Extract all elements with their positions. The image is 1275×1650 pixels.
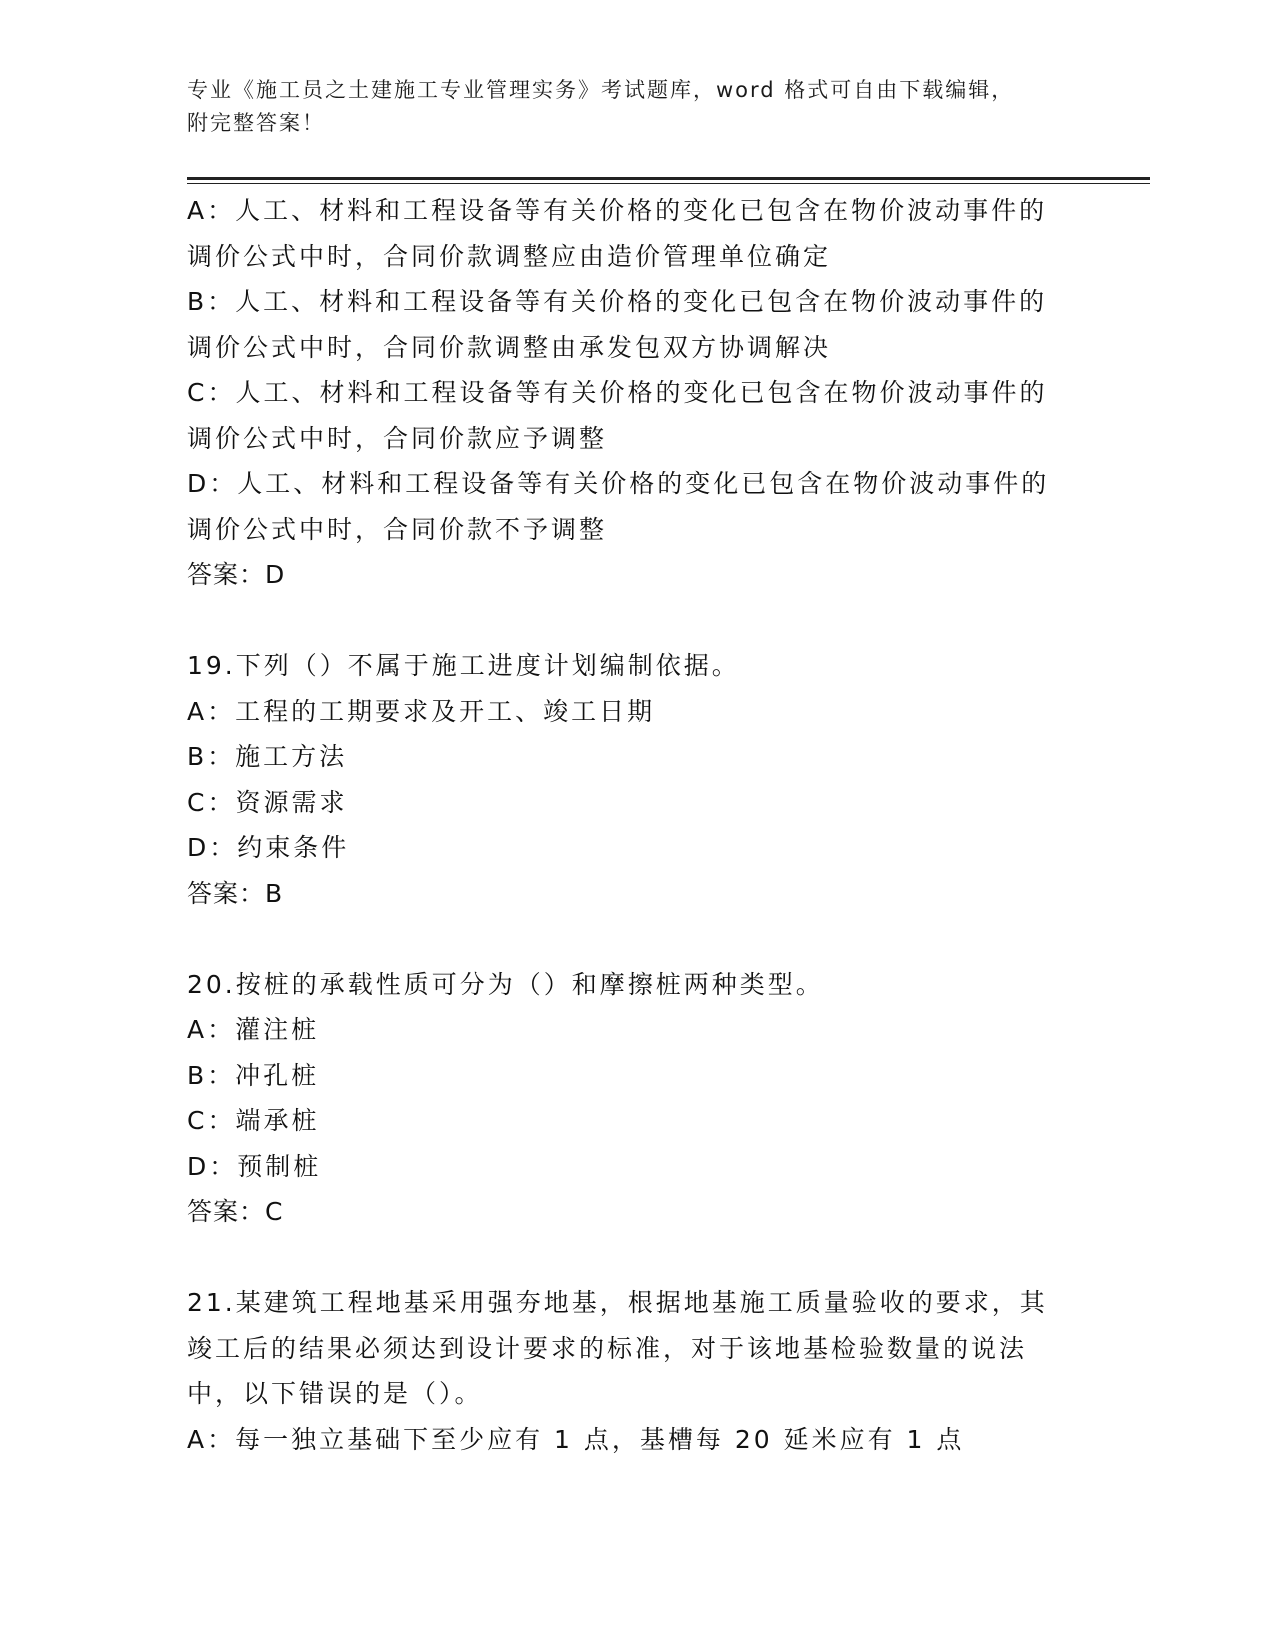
header-divider-thick [187, 177, 1150, 180]
question-21-stem-line-3: 中，以下错误的是（）。 [187, 1379, 483, 1408]
answer-19: 答案：B [187, 878, 284, 908]
question-18 [187, 188, 1087, 598]
spacer [187, 1235, 1087, 1281]
document-header [187, 74, 1067, 140]
option-a: A：每一独立基础下至少应有 1 点，基槽每 20 延米应有 1 点 [187, 1424, 965, 1454]
option-b: B：冲孔桩 [187, 1060, 320, 1090]
option-b-line-1: B：人工、材料和工程设备等有关价格的变化已包含在物价波动事件的 [187, 287, 1048, 316]
option-a-line-2: 调价公式中时，合同价款调整应由造价管理单位确定 [187, 241, 832, 271]
question-20-stem: 20.按桩的承载性质可分为（）和摩擦桩两种类型。 [187, 969, 824, 999]
option-c: C：资源需求 [187, 787, 348, 817]
answer-20: 答案：C [187, 1197, 284, 1226]
option-d-line-1: D：人工、材料和工程设备等有关价格的变化已包含在物价波动事件的 [187, 469, 1050, 498]
option-c: C：端承桩 [187, 1106, 320, 1135]
option-d: D：预制桩 [187, 1151, 322, 1181]
option-a: A：灌注桩 [187, 1015, 320, 1044]
header-line-1: 专业《施工员之土建施工专业管理实务》考试题库，word 格式可自由下载编辑， [187, 78, 1015, 102]
option-c-line-2: 调价公式中时，合同价款应予调整 [187, 423, 608, 453]
question-content [187, 188, 1087, 1462]
option-b: B：施工方法 [187, 742, 348, 771]
header-line-2: 附完整答案！ [187, 111, 325, 135]
option-c-line-1: C：人工、材料和工程设备等有关价格的变化已包含在物价波动事件的 [187, 378, 1048, 407]
question-19 [187, 643, 1087, 916]
header-divider-thin [187, 183, 1150, 184]
spacer [187, 598, 1087, 644]
question-21 [187, 1280, 1087, 1462]
option-d-line-2: 调价公式中时，合同价款不予调整 [187, 514, 608, 544]
option-b-line-2: 调价公式中时，合同价款调整由承发包双方协调解决 [187, 332, 832, 362]
option-d: D：约束条件 [187, 833, 350, 862]
question-19-stem: 19.下列（）不属于施工进度计划编制依据。 [187, 651, 740, 680]
question-20 [187, 962, 1087, 1235]
question-21-stem-line-1: 21.某建筑工程地基采用强夯地基，根据地基施工质量验收的要求，其 [187, 1288, 1048, 1317]
spacer [187, 916, 1087, 962]
option-a: A：工程的工期要求及开工、竣工日期 [187, 696, 656, 726]
answer-18: 答案：D [187, 560, 286, 589]
option-a-line-1: A：人工、材料和工程设备等有关价格的变化已包含在物价波动事件的 [187, 196, 1048, 225]
question-21-stem-line-2: 竣工后的结果必须达到设计要求的标准，对于该地基检验数量的说法 [187, 1333, 1028, 1363]
